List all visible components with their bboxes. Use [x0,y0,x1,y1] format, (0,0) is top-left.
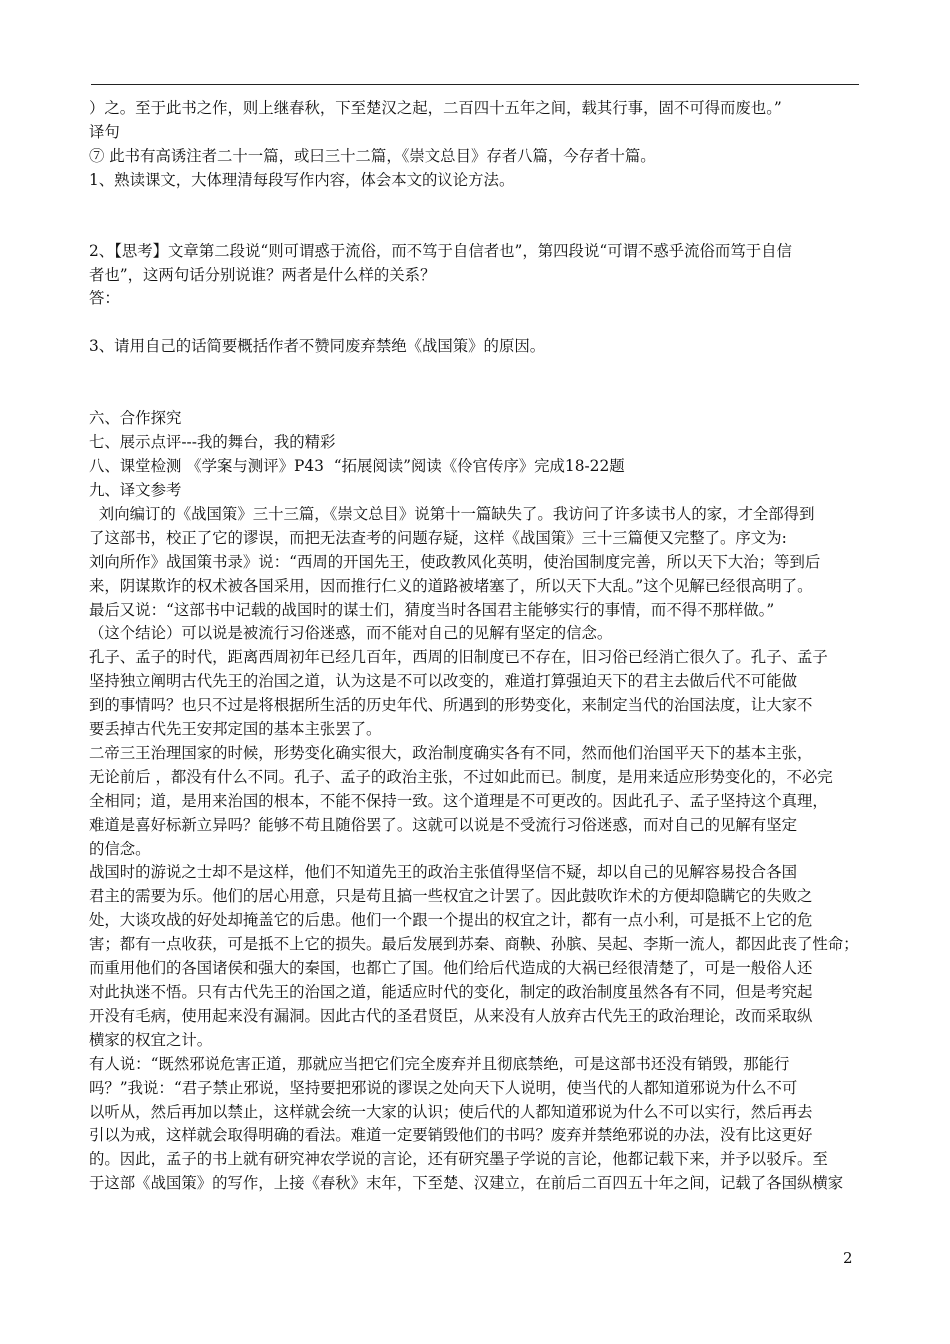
answer-space [89,311,859,335]
text-line: ）之。至于此书之作，则上继春秋，下至楚汉之起，二百四十五年之间，载其行事，固不可得而废也。” [89,99,782,117]
translation-line: 处，大谈攻战的好处却掩盖它的后患。他们一个跟一个提出的权宜之计，都有一点小利，可是抵不上它的危 [89,911,813,930]
translation-line: 战国时的游说之士却不是这样，他们不知道先王的政治主张值得坚信不疑，却以自己的见解容易投合各国 [89,863,797,882]
translation-line: 来，阴谋欺诈的权术被各国采用，因而推行仁义的道路被堵塞了，所以天下大乱。”这个见解已经很高明了。 [89,576,813,595]
translation-line: 二帝三王治理国家的时候，形势变化确实很大，政治制度确实各有不同，然而他们治国平天下的基本主张， [89,743,813,762]
translation-line: 了这部书，校正了它的谬误，而把无法查考的问题存疑，这样《战国策》三十三篇便又完整了。序文为: [89,528,787,547]
translation-line: 坚持独立阐明古代先王的治国之道，认为这是不可以改变的，难道打算强迫天下的君主去做后代不可能做 [89,672,797,691]
translation-line: 无论前后 ，都没有什么不同。孔子、孟子的政治主张，不过如此而已。制度，是用来适应形势变化的，不必完 [89,767,833,786]
translation-line: 难道是喜好标新立异吗？能够不苟且随俗罢了。这就可以说是不受流行习俗迷惑，而对自己的见解有坚定 [89,815,797,834]
section-heading: 七、展示点评---我的舞台，我的精彩 [89,433,336,452]
section-heading: 九、译文参考 [89,480,182,499]
translation-line: 的。因此，孟子的书上就有研究神农学说的言论，还有研究墨子学说的言论，他都记载下来，并予以驳斥。至 [89,1150,828,1169]
text-line: ⑦ 此书有高诱注者二十一篇，或曰三十二篇，《崇文总目》存者八篇，今存者十篇。 [89,146,656,165]
question-2-line: 2、【思考】文章第二段说“则可谓惑于流俗，而不笃于自信者也”，第四段说“可谓不惑乎流俗而笃于自信 [89,241,792,260]
section-heading: 六、合作探究 [89,409,182,428]
document-body [89,97,859,1196]
translation-line: 刘向编订的《战国策》三十三篇，《崇文总目》说第十一篇缺失了。我访问了许多读书人的家，才全部得到 [89,504,815,523]
translation-line: 的信念。 [89,839,151,858]
translation-line: （这个结论）可以说是被流行习俗迷惑，而不能对自己的见解有坚定的信念。 [89,624,613,643]
translation-line: 横家的权宜之计。 [89,1030,213,1049]
text-line: 译句 [89,122,120,141]
translation-line: 开没有毛病，使用起来没有漏洞。因此古代的圣君贤臣，从来没有人放弃古代先王的政治理论，改而采取纵 [89,1006,813,1025]
section-heading: 八、课堂检测 《学案与测评》P43 “拓展阅读”阅读《伶官传序》完成18-22题 [89,457,625,476]
header-rule [91,84,859,85]
answer-space [89,359,859,407]
translation-line: 要丢掉古代先王安邦定国的基本主张罢了。 [89,720,382,739]
question-1: 1、熟读课文，大体理清每段写作内容，体会本文的议论方法。 [89,170,515,189]
page-number: 2 [843,1249,853,1267]
translation-line: 而重用他们的各国诸侯和强大的秦国，也都亡了国。他们给后代造成的大祸已经很清楚了，可是一般俗人还 [89,959,813,978]
translation-line: 引以为戒，这样就会取得明确的看法。难道一定要销毁他们的书吗？废弃并禁绝邪说的办法，没有比这更好 [89,1126,813,1145]
question-2-line: 者也”，这两句话分别说谁？两者是什么样的关系？ [89,265,436,284]
translation-line: 君主的需要为乐。他们的居心用意，只是苟且搞一些权宜之计罢了。因此鼓吹诈术的方便却隐瞒它的失败之 [89,887,813,906]
translation-line: 有人说：“既然邪说危害正道，那就应当把它们完全废弃并且彻底禁绝，可是这部书还没有销毁，那能行 [89,1054,790,1073]
translation-line: 孔子、孟子的时代，距离西周初年已经几百年，西周的旧制度已不存在，旧习俗已经消亡很久了。孔子、孟子 [89,648,828,667]
translation-line: 到的事情吗？也只不过是将根据所生活的历史年代、所遇到的形势变化，来制定当代的治国法度，让大家不 [89,696,813,715]
translation-line: 对此执迷不悟。只有古代先王的治国之道，能适应时代的变化，制定的政治制度虽然各有不同，但是考究起 [89,983,813,1001]
question-3: 3、请用自己的话简要概括作者不赞同废弃禁绝《战国策》的原因。 [89,337,546,356]
translation-line: 刘向所作》战国策书录》说：“西周的开国先王，使政教风化英明，使治国制度完善，所以天下大治；等到后 [89,552,821,571]
translation-line: 吗？”我说：“君子禁止邪说，坚持要把邪说的谬误之处向天下人说明，使当代的人都知道邪说为什么不可 [89,1078,798,1097]
translation-line: 最后又说：“这部书中记载的战国时的谋士们，猜度当时各国君主能够实行的事情，而不得不那样做。” [89,600,775,619]
answer-space [89,193,859,240]
translation-line: 于这部《战国策》的写作，上接《春秋》末年，下至楚、汉建立，在前后二百四五十年之间，记载了各国纵横家 [89,1174,844,1193]
translation-line: 害；都有一点收获，可是抵不上它的损失。最后发展到苏秦、商鞅、孙膑、吴起、李斯一流人，都因此丧了性命； [89,935,859,954]
answer-label: 答： [89,289,120,308]
translation-line: 全相同；道，是用来治国的根本，不能不保持一致。这个道理是不可更改的。因此孔子、孟子坚持这个真理， [89,791,828,810]
translation-line: 以听从，然后再加以禁止，这样就会统一大家的认识；使后代的人都知道邪说为什么不可以实行，然后再去 [89,1102,813,1121]
